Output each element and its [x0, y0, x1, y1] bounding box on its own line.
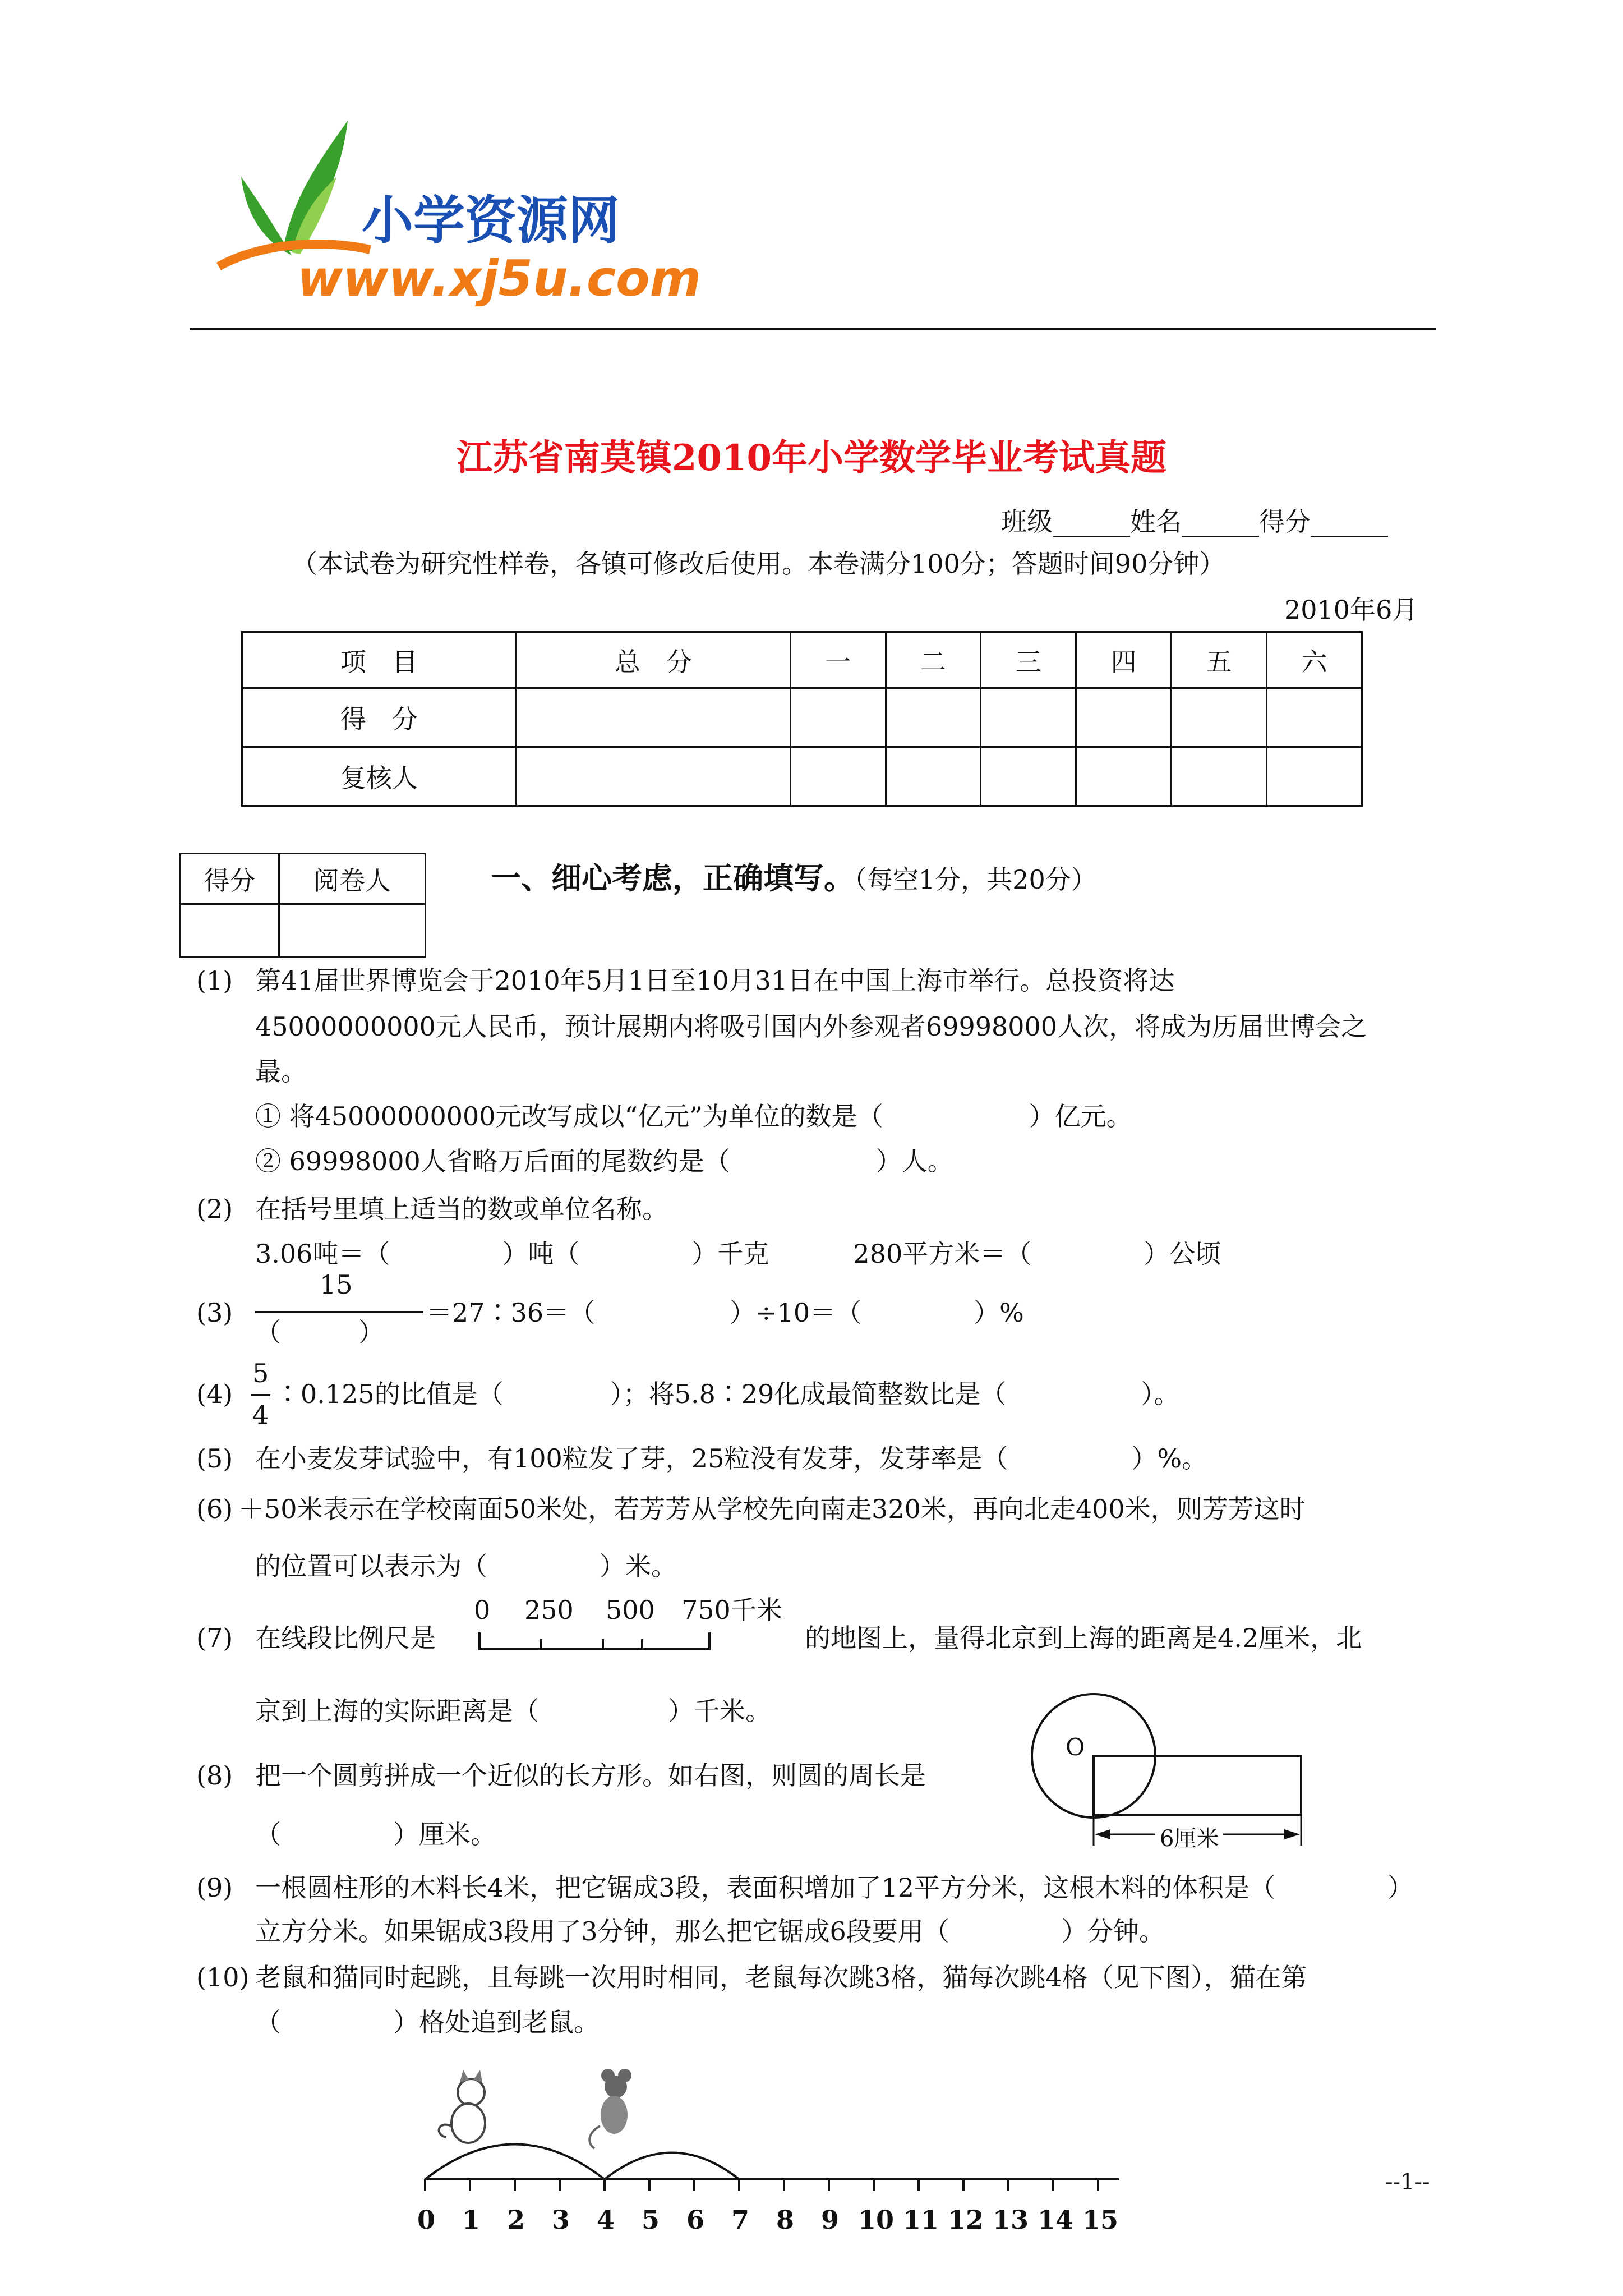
header-cell: 五 — [1172, 632, 1267, 688]
q8-line2-open: （ — [255, 1819, 281, 1849]
q4-numerator: 5 — [252, 1358, 269, 1388]
scale-label: 500 — [606, 1595, 655, 1625]
q2-text: 在括号里填上适当的数或单位名称。 — [255, 1194, 668, 1224]
score-cell — [516, 747, 790, 806]
q3-p1: ＝27∶36＝（ — [426, 1297, 596, 1328]
q7-line2 — [255, 1694, 771, 1728]
score-cell — [516, 688, 790, 747]
score-table-row — [242, 747, 1362, 806]
logo-name: 小学资源网 — [362, 191, 620, 251]
q8-number: (8) — [196, 1760, 233, 1791]
q7-p2: 的地图上，量得北京到上海的距离是4.2厘米，北 — [805, 1623, 1362, 1653]
length-label: 6厘米 — [1155, 1822, 1223, 1856]
q8-line2 — [255, 1818, 496, 1851]
q3-number: (3) — [196, 1297, 233, 1328]
q7-scale-bar — [474, 1593, 788, 1660]
tick-label: 5 — [642, 2205, 660, 2235]
q6-line2-text: 的位置可以表示为（ — [255, 1551, 487, 1581]
q6-line2 — [255, 1549, 677, 1583]
row-label: 复核人 — [242, 747, 517, 806]
q2-p5: ）公顷 — [1144, 1239, 1221, 1269]
box-cell — [279, 904, 425, 958]
q9-line2 — [255, 1915, 1165, 1948]
header-cell: 总 分 — [516, 632, 790, 688]
score-cell — [1267, 688, 1362, 747]
q3-p3: ）% — [974, 1297, 1024, 1328]
q2-blanks — [255, 1237, 1221, 1271]
score-cell — [1172, 747, 1267, 806]
q9-line2-unit: ）分钟。 — [1061, 1916, 1165, 1947]
score-table-row — [242, 688, 1362, 747]
tick-label: 4 — [597, 2205, 615, 2235]
tick-label: 3 — [552, 2205, 570, 2235]
student-info-line: 班级______姓名______得分______ — [1001, 507, 1388, 537]
page-number: --1-- — [1385, 2169, 1430, 2195]
q7-line2-text: 京到上海的实际距离是（ — [255, 1696, 539, 1726]
q10-number: (10) — [196, 1962, 250, 1993]
row-label: 得 分 — [242, 688, 517, 747]
q1-line1: 第41届世界博览会于2010年5月1日至10月31日在中国上海市举行。总投资将达 — [255, 965, 1175, 996]
q4-p2: ）；将5.8∶29化成最简整数比是（ — [610, 1379, 1007, 1409]
box-header-grader: 阅卷人 — [279, 854, 425, 904]
site-logo — [208, 109, 702, 323]
q10-line1: 老鼠和猫同时起跳，且每跳一次用时相同，老鼠每次跳3格，猫每次跳4格（见下图），猫在第 — [255, 1962, 1307, 1993]
q5-number: (5) — [196, 1443, 233, 1474]
q4-number: (4) — [196, 1379, 233, 1409]
scale-label: 0 — [474, 1595, 491, 1625]
q7-line2-unit: ）千米。 — [668, 1696, 771, 1726]
q10-line2-unit: ）格处追到老鼠。 — [393, 2007, 600, 2037]
q3-denominator: （ ） — [255, 1317, 384, 1347]
section1-title: 一、细心考虑，正确填写。 — [491, 860, 854, 896]
q6-line1: ＋50米表示在学校南面50米处，若芳芳从学校先向南走320米，再向北走400米，则芳芳这时 — [238, 1494, 1306, 1524]
circle-center-label: O — [1066, 1733, 1085, 1761]
tick-label: 13 — [993, 2205, 1029, 2235]
cat-icon — [439, 2070, 485, 2143]
q2-p1: 3.06吨＝（ — [255, 1239, 390, 1269]
score-cell — [790, 688, 886, 747]
tick-label: 1 — [462, 2205, 481, 2235]
tick-label: 9 — [821, 2205, 840, 2235]
score-cell — [981, 747, 1076, 806]
exam-title: 江苏省南莫镇2010年小学数学毕业考试真题 — [456, 437, 1167, 479]
tick-label: 14 — [1038, 2205, 1074, 2235]
exam-note: （本试卷为研究性样卷，各镇可修改后使用。本卷满分100分；答题时间90分钟） — [292, 549, 1225, 579]
q7-p1: 在线段比例尺是 — [255, 1623, 436, 1653]
q3-blanks — [426, 1296, 1024, 1329]
scale-label: 250 — [524, 1595, 574, 1625]
q10-line2-open: （ — [255, 2007, 281, 2037]
tick-label: 2 — [507, 2205, 525, 2235]
q9-line2-text: 立方分米。如果锯成3段用了3分钟，那么把它锯成6段要用（ — [255, 1916, 949, 1947]
section1-score-box — [179, 853, 426, 958]
score-cell — [1076, 747, 1172, 806]
score-cell — [886, 747, 981, 806]
q1-sub1-unit: ）亿元。 — [1029, 1101, 1132, 1131]
section1-heading — [491, 861, 1097, 896]
q2-p2: ）吨（ — [502, 1239, 580, 1269]
header-cell: 四 — [1076, 632, 1172, 688]
q8-line1: 把一个圆剪拼成一个近似的长方形。如右图，则圆的周长是 — [255, 1760, 926, 1791]
number-line-labels — [415, 2205, 1155, 2238]
q1-sub1-text: ① 将45000000000元改写成以“亿元”为单位的数是（ — [255, 1101, 883, 1131]
score-table — [241, 631, 1363, 807]
q3-fraction-bar — [255, 1311, 423, 1313]
q3-numerator: 15 — [320, 1269, 353, 1300]
q4-denominator: 4 — [252, 1400, 269, 1430]
box-cell — [181, 904, 279, 958]
score-cell — [886, 688, 981, 747]
exam-date: 2010年6月 — [1284, 595, 1418, 625]
q1-line3: 最。 — [255, 1056, 307, 1087]
q2-number: (2) — [196, 1194, 233, 1224]
scale-line-icon — [474, 1627, 788, 1660]
q9-number: (9) — [196, 1872, 233, 1903]
tick-label: 11 — [903, 2205, 939, 2235]
header-cell: 二 — [886, 632, 981, 688]
header-rule — [190, 328, 1436, 330]
q5-text — [255, 1442, 1207, 1475]
q3-p2: ）÷10＝（ — [730, 1297, 862, 1328]
q8-circle-figure — [1021, 1691, 1312, 1860]
q5-p1: 在小麦发芽试验中，有100粒发了芽，25粒没有发芽，发芽率是（ — [255, 1443, 1008, 1474]
score-cell — [1267, 747, 1362, 806]
q2-p4: 280平方米＝（ — [853, 1239, 1032, 1269]
jump-arcs-icon — [415, 2064, 1155, 2199]
tick-label: 10 — [858, 2205, 895, 2235]
q10-line2 — [255, 2005, 600, 2039]
box-header-score: 得分 — [181, 854, 279, 904]
score-cell — [1076, 688, 1172, 747]
q4-p1: ∶0.125的比值是（ — [275, 1379, 504, 1409]
q4-p3: ）。 — [1141, 1379, 1180, 1409]
q1-sub2-text: ② 69998000人省略万后面的尾数约是（ — [255, 1146, 730, 1176]
section1-note: （每空1分，共20分） — [854, 864, 1097, 895]
q5-p2: ）%。 — [1131, 1443, 1208, 1474]
q2-p3: ）千克 — [691, 1239, 769, 1269]
mouse-icon — [589, 2069, 631, 2148]
score-cell — [1172, 688, 1267, 747]
q6-line2-unit: ）米。 — [600, 1551, 677, 1581]
q1-line2: 45000000000元人民币，预计展期内将吸引国内外参观者69998000人次，将成为历届世博会之 — [255, 1011, 1367, 1042]
q7-number: (7) — [196, 1623, 233, 1653]
q10-number-line — [415, 2064, 1155, 2261]
q1-sub1 — [255, 1099, 1132, 1133]
tick-label: 8 — [776, 2205, 795, 2235]
score-cell — [981, 688, 1076, 747]
header-cell: 三 — [981, 632, 1076, 688]
logo-url: www.xj5u.com — [297, 250, 702, 307]
q4-fraction-bar — [251, 1394, 270, 1396]
q4-blanks — [275, 1377, 1179, 1411]
q9-line1-close: ） — [1387, 1872, 1414, 1903]
score-table-header — [242, 632, 1362, 688]
tick-label: 7 — [731, 2205, 750, 2235]
q6-number: (6) — [196, 1494, 233, 1524]
tick-label: 0 — [417, 2205, 436, 2235]
header-cell: 项 目 — [242, 632, 517, 688]
q1-number: (1) — [196, 965, 233, 996]
q8-line2-unit: ）厘米。 — [393, 1819, 496, 1849]
score-cell — [790, 747, 886, 806]
tick-label: 6 — [686, 2205, 705, 2235]
header-cell: 六 — [1267, 632, 1362, 688]
q9-line1 — [255, 1871, 1413, 1904]
q9-line1-text: 一根圆柱形的木料长4米，把它锯成3段，表面积增加了12平方分米，这根木料的体积是（ — [255, 1872, 1276, 1903]
q1-sub2 — [255, 1144, 953, 1178]
tick-label: 12 — [948, 2205, 984, 2235]
tick-label: 15 — [1082, 2205, 1119, 2235]
scale-label: 750千米 — [681, 1595, 782, 1625]
q1-sub2-unit: ）人。 — [875, 1146, 953, 1176]
header-cell: 一 — [790, 632, 886, 688]
